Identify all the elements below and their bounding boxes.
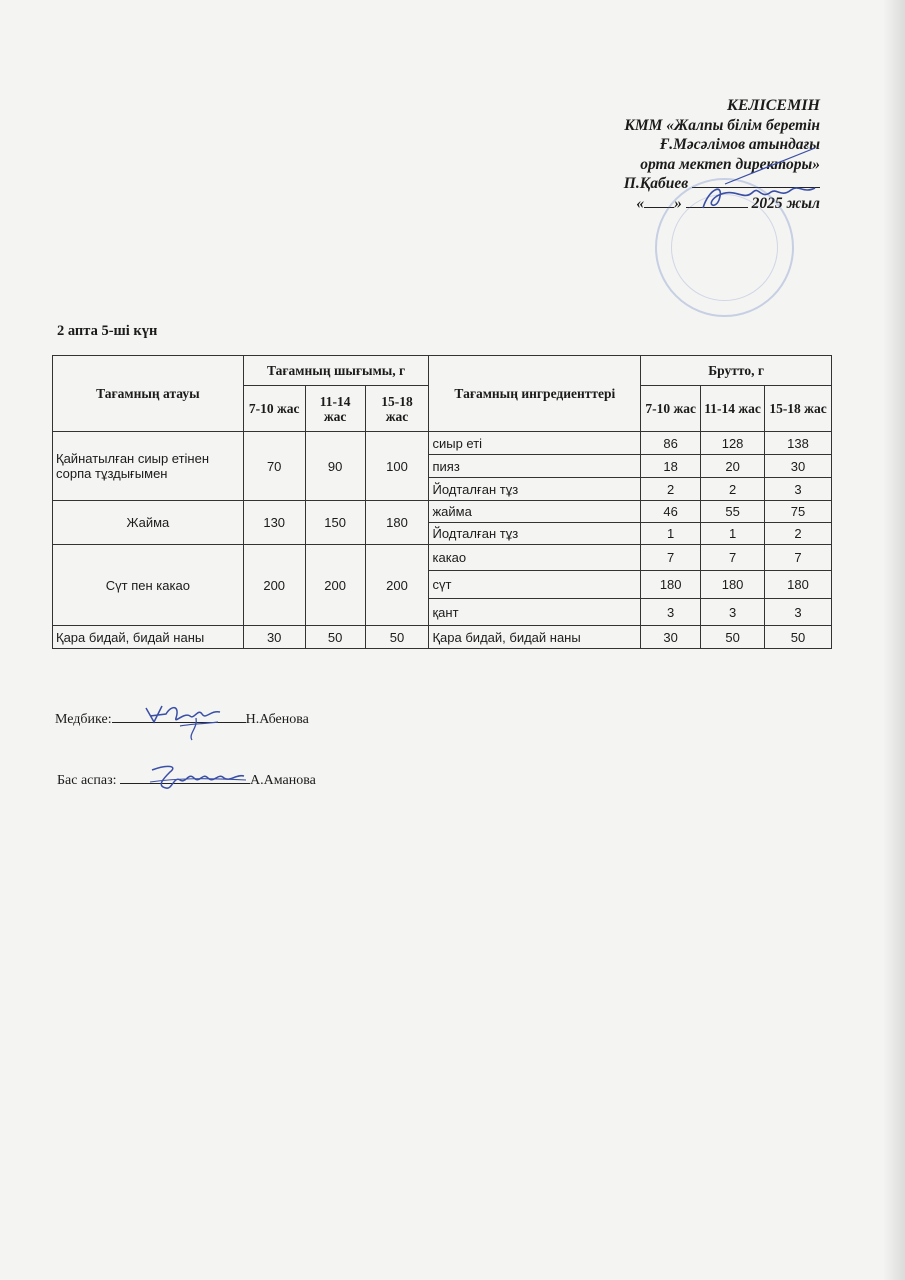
ingredient-gross: 86: [641, 432, 701, 455]
ingredient-gross: 180: [641, 571, 701, 599]
ingredient-gross: 3: [765, 478, 832, 501]
date-year: 2025 жыл: [751, 194, 820, 212]
ingredient-gross: 138: [765, 432, 832, 455]
ingredient-gross: 3: [641, 599, 701, 626]
dish-output: 100: [365, 432, 429, 501]
menu-table: [52, 355, 832, 649]
dish-output: 50: [365, 626, 429, 649]
header-gross-age-1: 7-10 жас: [641, 386, 701, 432]
ingredient-name: какао: [429, 545, 641, 571]
ingredient-gross: 2: [641, 478, 701, 501]
page-edge-shadow: [883, 0, 905, 1280]
header-output: Тағамның шығымы, г: [243, 356, 429, 386]
ingredient-gross: 1: [641, 523, 701, 545]
approval-title: КЕЛІСЕМІН: [727, 97, 820, 114]
ingredient-gross: 1: [701, 523, 765, 545]
day-title: 2 апта 5-ші күн: [57, 323, 158, 339]
dish-output: 50: [305, 626, 365, 649]
header-dish-name: Тағамның атауы: [53, 356, 244, 432]
nurse-signature: [140, 700, 230, 745]
nurse-label: Медбике:: [55, 712, 112, 727]
dish-name: Сүт пен какао: [53, 545, 244, 626]
ingredient-gross: 3: [701, 599, 765, 626]
ingredient-gross: 30: [641, 626, 701, 649]
chef-signature: [148, 760, 248, 796]
date-close-quote: »: [674, 194, 682, 212]
header-output-age-2: 11-14 жас: [305, 386, 365, 432]
ingredient-gross: 20: [701, 455, 765, 478]
ingredient-gross: 18: [641, 455, 701, 478]
ingredient-gross: 55: [701, 501, 765, 523]
ingredient-gross: 46: [641, 501, 701, 523]
ingredient-gross: 180: [765, 571, 832, 599]
ingredient-gross: 7: [765, 545, 832, 571]
approval-line-2: Ғ.Мәсәлімов атындағы: [659, 136, 820, 153]
ingredient-gross: 50: [701, 626, 765, 649]
header-output-age-3: 15-18 жас: [365, 386, 429, 432]
header-gross-age-2: 11-14 жас: [701, 386, 765, 432]
ingredient-name: Қара бидай, бидай наны: [429, 626, 641, 649]
ingredient-name: қант: [429, 599, 641, 626]
ingredient-name: Йодталған тұз: [429, 478, 641, 501]
dish-output: 130: [243, 501, 305, 545]
dish-output: 200: [365, 545, 429, 626]
header-gross: Брутто, г: [641, 356, 832, 386]
date-open-quote: «: [636, 194, 645, 212]
approval-line-1: КММ «Жалпы білім беретін: [624, 116, 820, 134]
ingredient-gross: 7: [641, 545, 701, 571]
table-row: [53, 545, 832, 571]
dish-output: 200: [243, 545, 305, 626]
ingredient-gross: 7: [701, 545, 765, 571]
dish-output: 150: [305, 501, 365, 545]
ingredient-name: сүт: [429, 571, 641, 599]
header-gross-age-3: 15-18 жас: [765, 386, 832, 432]
table-row: [53, 626, 832, 649]
dish-output: 180: [365, 501, 429, 545]
table-row: [53, 501, 832, 523]
dish-name: Қара бидай, бидай наны: [53, 626, 244, 649]
approval-line-3: орта мектеп директоры»: [640, 155, 820, 173]
nurse-name: Н.Абенова: [245, 712, 309, 727]
dish-output: 200: [305, 545, 365, 626]
ingredient-gross: 180: [701, 571, 765, 599]
header-ingredients: Тағамның ингредиенттері: [429, 356, 641, 432]
dish-name: Қайнатылған сиыр етінен сорпа тұздығымен: [53, 432, 244, 501]
chef-label: Бас аспаз:: [57, 773, 117, 788]
ingredient-gross: 2: [765, 523, 832, 545]
ingredient-gross: 30: [765, 455, 832, 478]
ingredient-gross: 128: [701, 432, 765, 455]
ingredient-gross: 75: [765, 501, 832, 523]
dish-name: Жайма: [53, 501, 244, 545]
ingredient-gross: 3: [765, 599, 832, 626]
ingredient-name: Йодталған тұз: [429, 523, 641, 545]
ingredient-gross: 2: [701, 478, 765, 501]
director-signature: [695, 178, 825, 218]
dish-output: 90: [305, 432, 365, 501]
header-output-age-1: 7-10 жас: [243, 386, 305, 432]
dish-output: 70: [243, 432, 305, 501]
ingredient-name: жайма: [429, 501, 641, 523]
ingredient-name: сиыр еті: [429, 432, 641, 455]
chef-name: А.Аманова: [250, 773, 316, 788]
dish-output: 30: [243, 626, 305, 649]
table-row: [53, 432, 832, 455]
ingredient-gross: 50: [765, 626, 832, 649]
ingredient-name: пияз: [429, 455, 641, 478]
approval-signer: П.Қабиев: [623, 175, 689, 192]
